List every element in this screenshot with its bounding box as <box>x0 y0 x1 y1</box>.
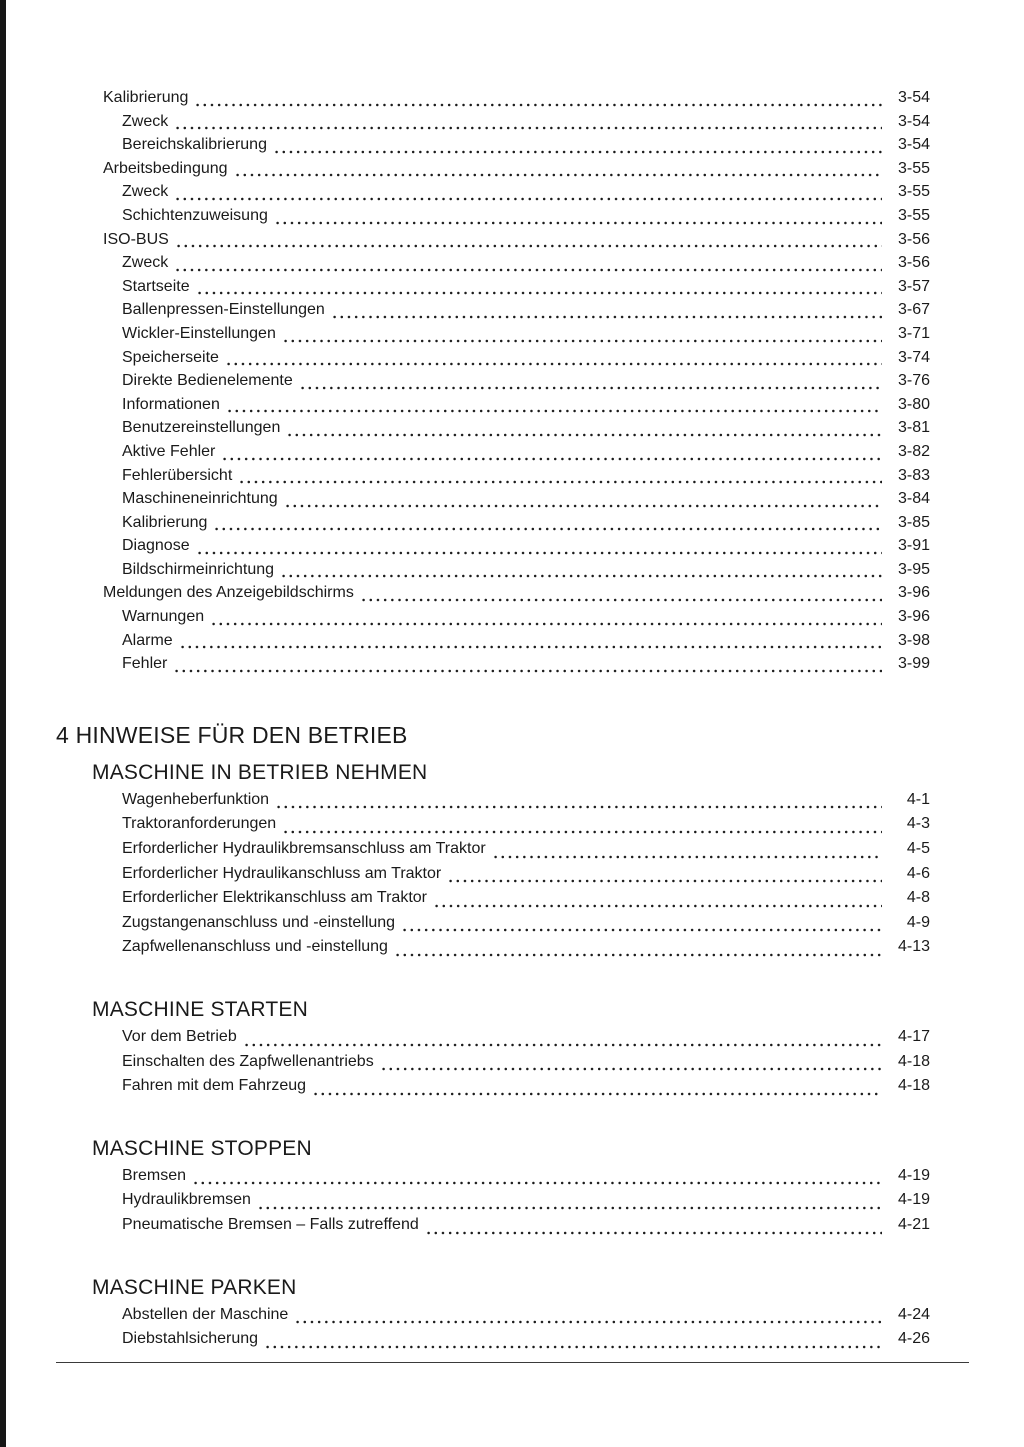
toc-entry <box>56 442 930 466</box>
toc-entry <box>56 395 930 419</box>
toc-chapter3-entries <box>56 88 968 678</box>
dot-leader <box>282 814 882 839</box>
toc-entry-page: 3-83 <box>897 466 930 484</box>
footer-rule <box>56 1362 969 1363</box>
toc-entry-page: 3-57 <box>897 277 930 295</box>
toc-entry <box>56 790 930 815</box>
toc-entry-label: Zugstangenanschluss und -einstellung <box>122 913 396 931</box>
toc-entry-page: 3-84 <box>897 490 930 508</box>
toc-entry-label: Erforderlicher Hydraulikbremsanschluss am Traktor <box>122 840 486 858</box>
toc-section <box>56 1274 968 1354</box>
toc-entry-page: 4-13 <box>897 938 930 956</box>
toc-entry-label: Kalibrierung <box>103 89 189 106</box>
dot-leader <box>257 1190 882 1215</box>
toc-entry <box>56 913 930 938</box>
toc-entry-page: 4-6 <box>906 864 930 882</box>
toc-entry-label: Bremsen <box>122 1166 187 1184</box>
dot-leader <box>225 348 882 372</box>
toc-entry-label: Startseite <box>122 277 190 295</box>
toc-entry-page: 4-5 <box>906 840 930 858</box>
toc-entry-page: 3-76 <box>897 372 930 390</box>
toc-entry-label: Fahren mit dem Fahrzeug <box>122 1077 307 1095</box>
toc-entry-page: 4-9 <box>906 913 930 931</box>
toc-entry-label: Abstellen der Maschine <box>122 1305 289 1323</box>
toc-entry-label: ISO-BUS <box>103 230 169 248</box>
dot-leader <box>174 253 882 277</box>
section-heading: MASCHINE PARKEN <box>92 1275 297 1299</box>
toc-entry-label: Kalibrierung <box>122 513 208 531</box>
toc-entry-page: 3-96 <box>897 584 930 602</box>
toc-section <box>56 759 968 962</box>
toc-entry-label: Zweck <box>122 112 169 130</box>
toc-entry-page: 3-82 <box>897 442 930 460</box>
dot-leader <box>394 937 882 962</box>
toc-entry <box>56 560 930 584</box>
toc-entry <box>56 230 930 254</box>
dot-leader <box>312 1076 882 1101</box>
toc-entry-label: Arbeitsbedingung <box>103 159 228 177</box>
toc-entry <box>56 1052 930 1077</box>
dot-leader <box>360 583 882 607</box>
dot-leader <box>174 182 882 206</box>
dot-leader <box>210 607 882 631</box>
toc-entry-page: 3-67 <box>897 301 930 319</box>
toc-entry <box>56 864 930 889</box>
dot-leader <box>238 466 882 490</box>
dot-leader <box>213 513 882 537</box>
toc-entry-label: Fehlerübersicht <box>122 466 233 484</box>
toc-entry-label: Informationen <box>122 395 220 413</box>
toc-entry-page: 4-18 <box>897 1052 930 1070</box>
dot-leader <box>433 888 882 913</box>
chapter-sections <box>56 759 968 1354</box>
dot-leader <box>179 631 882 655</box>
toc-entry-label: Ballenpressen-Einstellungen <box>122 301 325 319</box>
dot-leader <box>173 654 882 678</box>
toc-entry-label: Hydraulikbremsen <box>122 1191 251 1209</box>
toc-entry <box>56 300 930 324</box>
toc-entry-label: Benutzereinstellungen <box>122 419 281 437</box>
dot-leader <box>174 112 882 136</box>
toc-entry-page: 3-96 <box>897 608 930 626</box>
toc-entry-page: 3-99 <box>897 655 930 673</box>
toc-entry <box>56 607 930 631</box>
toc-entry <box>56 839 930 864</box>
toc-entry-label: Aktive Fehler <box>122 442 216 460</box>
toc-entry-page: 3-95 <box>897 560 930 578</box>
toc-entry <box>56 371 930 395</box>
dot-leader <box>221 442 882 466</box>
toc-entry <box>56 1190 930 1215</box>
toc-entry <box>56 1305 930 1330</box>
dot-leader <box>196 536 882 560</box>
toc-entry-label: Traktoranforderungen <box>122 815 277 833</box>
toc-entry <box>56 536 930 560</box>
toc-entry <box>56 654 930 678</box>
toc-entry-page: 4-18 <box>897 1077 930 1095</box>
dot-leader <box>299 371 882 395</box>
toc-entry <box>56 583 930 607</box>
toc-entry-page: 3-56 <box>897 230 930 248</box>
dot-leader <box>192 1166 882 1191</box>
toc-entry-label: Fehler <box>122 655 168 673</box>
toc-entry-label: Bereichskalibrierung <box>122 136 267 154</box>
toc-entry-label: Pneumatische Bremsen – Falls zutreffend <box>122 1215 419 1233</box>
toc-entry-label: Direkte Bedienelemente <box>122 372 293 390</box>
toc-entry <box>56 513 930 537</box>
dot-leader <box>264 1329 882 1354</box>
toc-entry <box>56 1166 930 1191</box>
toc-entry-page: 4-3 <box>906 815 930 833</box>
toc-entry-page: 3-54 <box>897 89 930 106</box>
toc-entry <box>56 814 930 839</box>
dot-leader <box>273 135 882 159</box>
toc-entry <box>56 277 930 301</box>
toc-entry <box>56 1215 930 1240</box>
toc-section <box>56 1135 968 1240</box>
dot-leader <box>234 159 882 183</box>
section-heading: MASCHINE STARTEN <box>92 998 308 1021</box>
section-heading: MASCHINE STOPPEN <box>92 1136 312 1160</box>
toc-entry-page: 3-80 <box>897 395 930 413</box>
dot-leader <box>294 1305 882 1330</box>
toc-entry-page: 3-74 <box>897 348 930 366</box>
dot-leader <box>280 560 882 584</box>
toc-entry <box>56 418 930 442</box>
toc-entry-page: 3-85 <box>897 513 930 531</box>
toc-entry <box>56 1076 930 1101</box>
dot-leader <box>275 790 882 815</box>
toc-entry-page: 4-26 <box>897 1330 930 1348</box>
table-of-contents <box>56 88 968 1354</box>
toc-entry <box>56 348 930 372</box>
dot-leader <box>196 277 882 301</box>
dot-leader <box>331 300 882 324</box>
toc-entry-page: 3-81 <box>897 419 930 437</box>
toc-entry-label: Einschalten des Zapfwellenantriebs <box>122 1052 374 1070</box>
chapter-heading: 4 HINWEISE FÜR DEN BETRIEB <box>56 721 408 748</box>
dot-leader <box>492 839 882 864</box>
toc-entry <box>56 159 930 183</box>
dot-leader <box>425 1215 882 1240</box>
toc-entry-label: Schichtenzuweisung <box>122 206 268 224</box>
toc-entry-page: 4-19 <box>897 1191 930 1209</box>
dot-leader <box>274 206 882 230</box>
toc-entry-page: 4-19 <box>897 1166 930 1184</box>
toc-entry <box>56 631 930 655</box>
toc-entry <box>56 182 930 206</box>
toc-entry <box>56 88 930 112</box>
toc-entry <box>56 206 930 230</box>
toc-entry-label: Diebstahlsicherung <box>122 1330 259 1348</box>
scan-edge-artifact <box>0 0 6 1447</box>
toc-entry-page: 3-56 <box>897 254 930 272</box>
toc-entry-label: Maschineneinrichtung <box>122 490 278 508</box>
toc-section <box>56 996 968 1101</box>
toc-entry-page: 3-55 <box>897 183 930 201</box>
toc-entry <box>56 1329 930 1354</box>
toc-entry-page: 3-98 <box>897 631 930 649</box>
section-heading: MASCHINE IN BETRIEB NEHMEN <box>92 760 428 784</box>
toc-entry <box>56 1027 930 1052</box>
dot-leader <box>380 1052 882 1077</box>
toc-entry-label: Meldungen des Anzeigebildschirms <box>103 584 354 602</box>
toc-entry-page: 4-8 <box>906 889 930 907</box>
toc-entry-page: 3-55 <box>897 159 930 177</box>
dot-leader <box>243 1027 882 1052</box>
dot-leader <box>226 395 882 419</box>
dot-leader <box>282 324 882 348</box>
toc-entry-page: 4-17 <box>897 1028 930 1045</box>
toc-entry-page: 3-54 <box>897 136 930 154</box>
toc-entry-label: Zapfwellenanschluss und -einstellung <box>122 938 388 956</box>
toc-entry <box>56 466 930 490</box>
toc-entry-label: Wickler-Einstellungen <box>122 324 276 342</box>
toc-entry-label: Speicherseite <box>122 348 219 366</box>
toc-entry-label: Bildschirmeinrichtung <box>122 560 275 578</box>
toc-entry-label: Vor dem Betrieb <box>122 1028 237 1045</box>
dot-leader <box>401 913 882 938</box>
dot-leader <box>286 418 882 442</box>
toc-entry-page: 4-24 <box>897 1305 930 1323</box>
toc-entry <box>56 112 930 136</box>
dot-leader <box>284 489 882 513</box>
toc-entry-label: Erforderlicher Elektrikanschluss am Traktor <box>122 889 427 907</box>
toc-entry-label: Wagenheberfunktion <box>122 790 270 808</box>
toc-entry <box>56 324 930 348</box>
toc-entry-label: Zweck <box>122 183 169 201</box>
toc-entry <box>56 489 930 513</box>
toc-entry-label: Warnungen <box>122 608 205 626</box>
toc-entry-page: 3-71 <box>897 324 930 342</box>
toc-entry-page: 3-55 <box>897 206 930 224</box>
toc-entry <box>56 888 930 913</box>
toc-entry-page: 4-21 <box>897 1215 930 1233</box>
toc-entry-label: Zweck <box>122 254 169 272</box>
toc-entry <box>56 253 930 277</box>
toc-entry-page: 3-54 <box>897 112 930 130</box>
dot-leader <box>447 864 882 889</box>
toc-entry-label: Alarme <box>122 631 173 649</box>
toc-entry-label: Erforderlicher Hydraulikanschluss am Traktor <box>122 864 442 882</box>
toc-entry <box>56 135 930 159</box>
toc-entry-page: 3-91 <box>897 537 930 555</box>
dot-leader <box>175 230 882 254</box>
toc-entry-label: Diagnose <box>122 537 190 555</box>
toc-entry-page: 4-1 <box>906 790 930 808</box>
toc-entry <box>56 937 930 962</box>
dot-leader <box>194 88 882 112</box>
